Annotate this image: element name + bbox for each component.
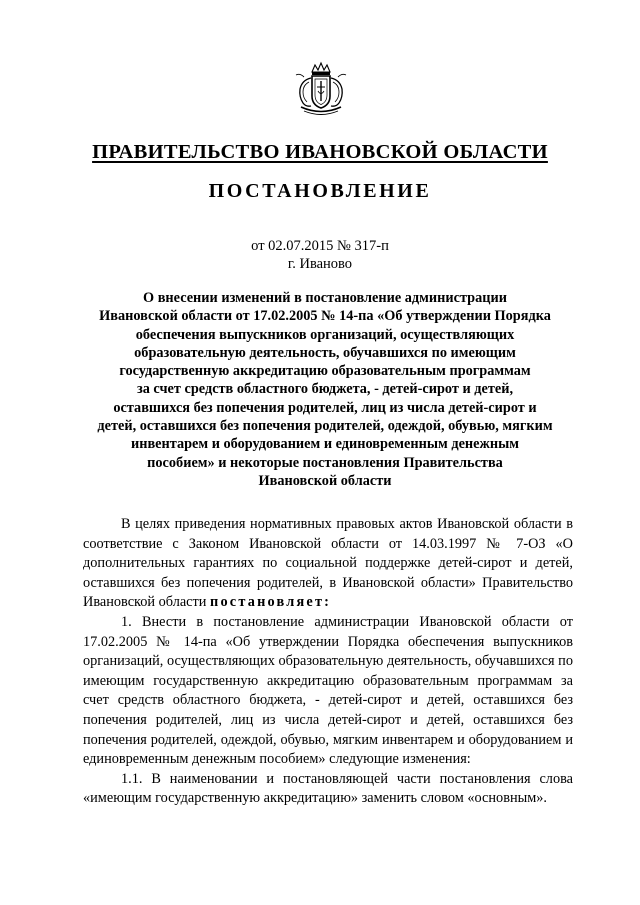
subject-line: Ивановской области xyxy=(258,472,392,489)
subject-line: образовательную деятельность, обучавшихся по имеющим xyxy=(134,344,516,361)
subject-line: Ивановской области от 17.02.2005 № 14-па «Об утверждении Порядка xyxy=(99,308,551,325)
subject-line: государственную аккредитацию образовательным программам xyxy=(119,363,531,380)
document-subject xyxy=(60,289,590,490)
city: г. Иваново xyxy=(287,256,353,272)
item-1-paragraph: 1. Внести в постановление администрации Ивановской области от 17.02.2005 № 14-па «Об утверждении Порядка обеспечения выпускников организаций, осуществляющих образовательную деятельность, обучавшихся по имеющим государственную аккредитацию образовательным программам за счет средств областного бюджета, - детей-сирот и детей, оставшихся без попечения родителей, лиц из числа детей-сирот и детей, оставшихся без попечения родителей, одеждой, обувью, мягким инвентарем и оборудованием и единовременным денежным пособием» следующие изменения: xyxy=(83,613,573,768)
subject-line: О внесении изменений в постановление администрации xyxy=(143,290,507,306)
subject-line: пособием» и некоторые постановления Правительства xyxy=(147,454,503,471)
subject-line: инвентарем и оборудованием и единовременным денежным xyxy=(130,436,520,453)
preamble-text: В целях приведения нормативных правовых актов Ивановской области в соответствие с Законом Ивановской области от 14.03.1997 № 7-ОЗ «О дополнительных гарантиях по социальной поддержке детей-сирот и детей, оставшихся без попечения родителей, в Ивановской области» Правительство Ивановской области xyxy=(83,516,573,611)
subject-line: оставшихся без попечения родителей, лиц из числа детей-сирот и xyxy=(113,399,537,416)
coat-of-arms-icon xyxy=(291,60,351,120)
government-title: ПРАВИТЕЛЬСТВО ИВАНОВСКОЙ ОБЛАСТИ xyxy=(92,141,548,163)
decree-word: постановляет: xyxy=(210,594,332,611)
subject-line: обеспечения выпускников организаций, осуществляющих xyxy=(135,326,515,343)
document-type: ПОСТАНОВЛЕНИЕ xyxy=(208,180,432,202)
date-number: от 02.07.2015 № 317-п xyxy=(251,238,389,254)
preamble-paragraph xyxy=(83,515,573,613)
item-1-1-paragraph: 1.1. В наименовании и постановляющей части постановления слова «имеющим государственную аккредитацию» заменить словом «основным». xyxy=(83,770,573,807)
subject-line: детей, оставшихся без попечения родителей, одеждой, обувью, мягким xyxy=(97,418,553,435)
document-body xyxy=(83,515,573,809)
subject-line: за счет средств областного бюджета, - детей-сирот и детей, xyxy=(136,381,514,398)
